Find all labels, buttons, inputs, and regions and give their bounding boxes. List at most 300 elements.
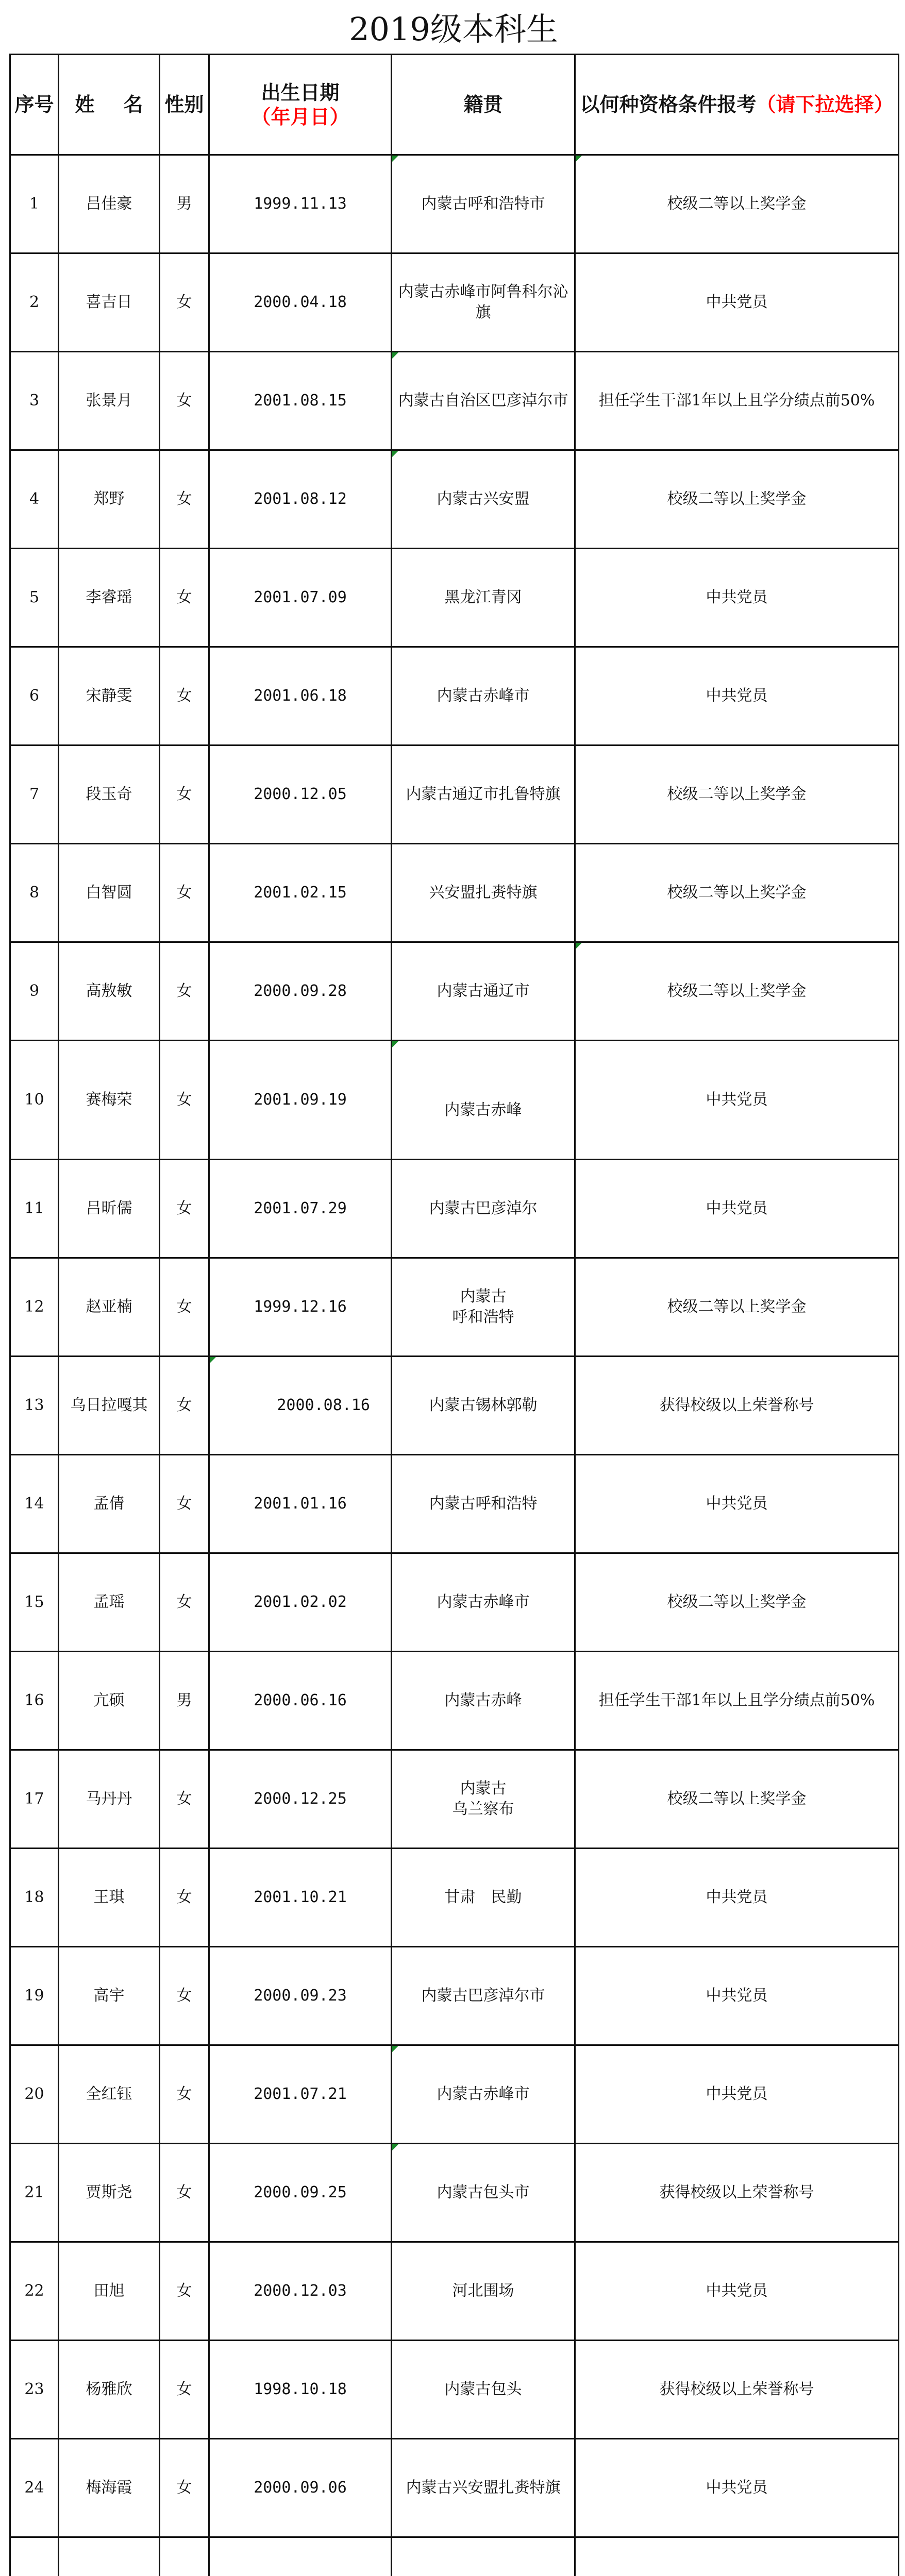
cell-index[interactable] — [10, 1750, 59, 1849]
cell-index-text: 13 — [24, 1396, 44, 1414]
cell-name-text: 宋静雯 — [86, 686, 132, 705]
cell-name[interactable] — [59, 1849, 160, 1947]
cell-origin[interactable] — [392, 844, 575, 942]
cell-gender[interactable] — [160, 1160, 209, 1258]
cell-qualification[interactable] — [575, 942, 899, 1041]
cell-name-text: 乌日拉嘎其 — [70, 1396, 148, 1414]
cell-index[interactable] — [10, 1041, 59, 1160]
table-row — [10, 1652, 899, 1750]
table-row — [10, 1041, 899, 1160]
cell-origin-text: 内蒙古赤峰 — [444, 1691, 522, 1709]
cell-index[interactable] — [10, 2341, 59, 2439]
cell-name-text: 高宇 — [93, 1986, 125, 2005]
cell-index-text: 8 — [29, 883, 40, 902]
table-row — [10, 844, 899, 942]
cell-origin[interactable] — [392, 1357, 575, 1455]
cell-gender-text: 女 — [176, 883, 192, 902]
cell-origin[interactable] — [392, 745, 575, 844]
cell-index[interactable] — [10, 1652, 59, 1750]
cell-birth-date[interactable] — [209, 2439, 392, 2537]
header-name-part1: 姓 — [75, 93, 95, 116]
cell-gender[interactable] — [160, 2439, 209, 2537]
cell-origin[interactable] — [392, 2045, 575, 2144]
cell-index[interactable] — [10, 2439, 59, 2537]
cell-index[interactable] — [10, 352, 59, 450]
cell-origin[interactable] — [392, 450, 575, 549]
cell-origin[interactable] — [392, 1455, 575, 1553]
cell-gender[interactable] — [160, 1553, 209, 1652]
cell-gender[interactable] — [160, 155, 209, 253]
cell-origin-text: 内蒙古 呼和浩特 — [452, 1287, 514, 1326]
cell-gender-text: 女 — [176, 1592, 192, 1611]
cell-name[interactable] — [59, 2144, 160, 2242]
header-gender[interactable]: 性别 — [160, 55, 209, 155]
cell-origin[interactable] — [392, 1041, 575, 1160]
cell-birth-date-text: 2001.01.16 — [254, 1494, 347, 1513]
cell-name-text: 赵亚楠 — [86, 1297, 132, 1316]
table-row — [10, 2439, 899, 2537]
cell-origin[interactable] — [392, 1160, 575, 1258]
cell-qualification[interactable] — [575, 844, 899, 942]
table-row — [10, 647, 899, 745]
table-row — [10, 352, 899, 450]
table-row — [10, 1258, 899, 1357]
cell-index-text: 7 — [29, 785, 40, 803]
cell-name-text: 张景月 — [86, 391, 132, 410]
cell-birth-date[interactable] — [209, 2341, 392, 2439]
cell-origin[interactable] — [392, 1849, 575, 1947]
cell-qualification[interactable] — [575, 745, 899, 844]
cell-birth-date[interactable] — [209, 1455, 392, 1553]
cell-birth-date[interactable] — [209, 1160, 392, 1258]
cell-gender-text: 女 — [176, 391, 192, 410]
cell-gender[interactable] — [160, 2242, 209, 2341]
cell-name[interactable] — [59, 1947, 160, 2045]
cell-origin[interactable] — [392, 155, 575, 253]
cell-name[interactable] — [59, 549, 160, 647]
roster-body — [10, 155, 899, 2576]
cell-origin-text: 内蒙古包头 — [444, 2380, 522, 2398]
cell-gender-text: 女 — [176, 2084, 192, 2103]
table-row — [10, 1357, 899, 1455]
cell-name-text: 马丹丹 — [86, 1789, 132, 1808]
cell-qualification-text: 获得校级以上荣誉称号 — [659, 2183, 814, 2201]
cell-birth-date[interactable] — [209, 155, 392, 253]
cell-qualification[interactable] — [575, 155, 899, 253]
cell-qualification-text: 校级二等以上奖学金 — [667, 1297, 807, 1316]
cell-index-text: 16 — [24, 1691, 44, 1709]
table-row — [10, 2045, 899, 2144]
cell-index[interactable] — [10, 1455, 59, 1553]
cell-index-text: 1 — [29, 194, 40, 213]
cell-birth-date-text: 2000.06.16 — [254, 1691, 347, 1709]
table-row — [10, 2537, 899, 2576]
cell-birth-date[interactable] — [209, 2144, 392, 2242]
cell-name-text: 吕昕儒 — [86, 1199, 132, 1217]
cell-qualification[interactable] — [575, 1947, 899, 2045]
cell-index[interactable] — [10, 253, 59, 352]
cell-birth-date[interactable] — [209, 1041, 392, 1160]
cell-birth-date[interactable] — [209, 1258, 392, 1357]
cell-gender[interactable] — [160, 745, 209, 844]
cell-name[interactable] — [59, 2439, 160, 2537]
cell-origin-text: 内蒙古通辽市 — [437, 981, 530, 1000]
cell-birth-date-text: 2000.08.16 — [277, 1396, 370, 1414]
cell-birth-date-text: 2000.12.05 — [254, 785, 347, 803]
cell-qualification[interactable] — [575, 352, 899, 450]
cell-gender-text: 女 — [176, 1090, 192, 1109]
cell-name[interactable] — [59, 1160, 160, 1258]
cell-gender-text: 女 — [176, 1789, 192, 1808]
header-birth-label: 出生日期 — [261, 80, 340, 104]
cell-gender[interactable] — [160, 2144, 209, 2242]
cell-birth-date-text: 2001.06.18 — [254, 686, 347, 705]
cell-birth-date-text: 2001.09.19 — [254, 1090, 347, 1109]
cell-birth-date[interactable] — [209, 2537, 392, 2576]
header-name-part2: 名 — [123, 93, 143, 116]
cell-birth-date-text: 2001.02.15 — [254, 883, 347, 902]
cell-name[interactable] — [59, 1652, 160, 1750]
cell-origin-text: 内蒙古呼和浩特 — [429, 1494, 538, 1513]
cell-gender[interactable] — [160, 549, 209, 647]
cell-index-text: 10 — [24, 1090, 44, 1109]
cell-gender[interactable] — [160, 352, 209, 450]
table-row — [10, 155, 899, 253]
cell-origin[interactable] — [392, 1553, 575, 1652]
cell-index-text: 20 — [24, 2084, 44, 2103]
cell-birth-date-text: 2000.09.28 — [254, 981, 347, 1000]
cell-index[interactable] — [10, 942, 59, 1041]
cell-index[interactable] — [10, 1357, 59, 1455]
cell-origin-text: 内蒙古兴安盟扎赉特旗 — [406, 2478, 561, 2497]
cell-gender[interactable] — [160, 1750, 209, 1849]
cell-gender-text: 女 — [176, 2183, 192, 2201]
cell-index[interactable] — [10, 155, 59, 253]
header-origin[interactable]: 籍贯 — [392, 55, 575, 155]
cell-qualification-text: 校级二等以上奖学金 — [667, 981, 807, 1000]
cell-index[interactable] — [10, 1947, 59, 2045]
cell-gender[interactable] — [160, 2341, 209, 2439]
cell-origin[interactable] — [392, 549, 575, 647]
cell-qualification[interactable] — [575, 1455, 899, 1553]
cell-gender-text: 女 — [176, 981, 192, 1000]
cell-name[interactable] — [59, 844, 160, 942]
cell-birth-date[interactable] — [209, 450, 392, 549]
cell-qualification[interactable] — [575, 647, 899, 745]
cell-origin[interactable] — [392, 2439, 575, 2537]
cell-index[interactable] — [10, 2537, 59, 2576]
cell-gender[interactable] — [160, 1258, 209, 1357]
cell-index[interactable] — [10, 1258, 59, 1357]
cell-gender[interactable] — [160, 647, 209, 745]
cell-qualification[interactable] — [575, 2144, 899, 2242]
cell-qualification[interactable] — [575, 1160, 899, 1258]
student-roster-table — [9, 54, 899, 2576]
cell-birth-date[interactable] — [209, 1357, 392, 1455]
cell-qualification[interactable] — [575, 549, 899, 647]
cell-birth-date-text: 1999.12.16 — [254, 1297, 347, 1316]
cell-birth-date[interactable] — [209, 1652, 392, 1750]
cell-origin-text: 内蒙古包头市 — [437, 2183, 530, 2201]
cell-qualification-text: 中共党员 — [706, 1090, 768, 1109]
cell-qualification-text: 校级二等以上奖学金 — [667, 785, 807, 803]
cell-gender[interactable] — [160, 1041, 209, 1160]
cell-name[interactable] — [59, 253, 160, 352]
cell-gender-text: 女 — [176, 2281, 192, 2300]
cell-name[interactable] — [59, 2045, 160, 2144]
cell-gender-text: 女 — [176, 1494, 192, 1513]
cell-index[interactable] — [10, 745, 59, 844]
cell-gender[interactable] — [160, 844, 209, 942]
cell-origin[interactable] — [392, 2144, 575, 2242]
cell-origin-text: 内蒙古赤峰市 — [437, 1592, 530, 1611]
cell-origin-text: 内蒙古巴彦淖尔市 — [421, 1986, 545, 2005]
cell-birth-date[interactable] — [209, 647, 392, 745]
cell-gender-text: 女 — [176, 2478, 192, 2497]
cell-gender-text: 女 — [176, 1396, 192, 1414]
cell-index[interactable] — [10, 2242, 59, 2341]
cell-qualification[interactable] — [575, 1357, 899, 1455]
cell-birth-date[interactable] — [209, 745, 392, 844]
cell-index[interactable] — [10, 647, 59, 745]
cell-name[interactable] — [59, 1455, 160, 1553]
cell-index-text: 12 — [24, 1297, 44, 1316]
cell-index[interactable] — [10, 2045, 59, 2144]
cell-origin-text: 内蒙古兴安盟 — [437, 489, 530, 508]
cell-birth-date-text: 2000.09.23 — [254, 1986, 347, 2005]
cell-name[interactable] — [59, 450, 160, 549]
cell-qualification[interactable] — [575, 1750, 899, 1849]
cell-qualification[interactable] — [575, 1258, 899, 1357]
cell-origin[interactable] — [392, 1750, 575, 1849]
table-row — [10, 1750, 899, 1849]
cell-qualification[interactable] — [575, 2537, 899, 2576]
cell-name-text: 杨雅欣 — [86, 2380, 132, 2398]
cell-gender[interactable] — [160, 2537, 209, 2576]
cell-birth-date[interactable] — [209, 2045, 392, 2144]
cell-birth-date-text: 2001.10.21 — [254, 1888, 347, 1906]
cell-name-text: 田旭 — [93, 2281, 125, 2300]
cell-name[interactable] — [59, 2242, 160, 2341]
cell-index-text: 4 — [29, 489, 40, 508]
cell-index-text: 15 — [24, 1592, 44, 1611]
cell-birth-date[interactable] — [209, 942, 392, 1041]
cell-origin-text: 兴安盟扎赉特旗 — [429, 883, 538, 902]
cell-gender[interactable] — [160, 1455, 209, 1553]
cell-gender-text: 男 — [176, 1691, 192, 1709]
cell-index-text: 9 — [29, 981, 40, 1000]
cell-index[interactable] — [10, 450, 59, 549]
header-name[interactable] — [59, 55, 160, 155]
cell-origin-text: 内蒙古呼和浩特市 — [421, 194, 545, 213]
cell-validation-marker — [576, 943, 582, 949]
cell-birth-date-text: 2000.04.18 — [254, 293, 347, 311]
cell-birth-date[interactable] — [209, 1849, 392, 1947]
header-qualification-label: 以何种资格条件报考 — [580, 93, 757, 116]
cell-birth-date[interactable] — [209, 1553, 392, 1652]
cell-name[interactable] — [59, 1258, 160, 1357]
cell-validation-marker — [392, 451, 398, 457]
table-row — [10, 549, 899, 647]
cell-birth-date[interactable] — [209, 549, 392, 647]
cell-name[interactable] — [59, 1041, 160, 1160]
table-row — [10, 2144, 899, 2242]
cell-birth-date[interactable] — [209, 253, 392, 352]
cell-index-text: 24 — [24, 2478, 44, 2497]
cell-name[interactable] — [59, 1357, 160, 1455]
cell-name[interactable] — [59, 942, 160, 1041]
cell-name[interactable] — [59, 647, 160, 745]
cell-validation-marker — [392, 2144, 398, 2150]
cell-origin[interactable] — [392, 1652, 575, 1750]
cell-name-text: 王琪 — [93, 1888, 125, 1906]
cell-birth-date[interactable] — [209, 1750, 392, 1849]
cell-index-text: 2 — [29, 293, 40, 311]
cell-birth-date-text: 2000.12.25 — [254, 1789, 347, 1808]
cell-birth-date[interactable] — [209, 2242, 392, 2341]
cell-origin[interactable] — [392, 647, 575, 745]
sheet-title: 2019级本科生 — [349, 10, 558, 48]
cell-qualification[interactable] — [575, 1652, 899, 1750]
cell-qualification-text: 中共党员 — [706, 2281, 768, 2300]
cell-gender-text: 女 — [176, 2380, 192, 2398]
cell-origin[interactable] — [392, 1947, 575, 2045]
cell-qualification[interactable] — [575, 1553, 899, 1652]
cell-origin-text: 甘肃 民勤 — [444, 1888, 522, 1906]
cell-name[interactable] — [59, 1750, 160, 1849]
cell-index[interactable] — [10, 1849, 59, 1947]
table-row — [10, 2341, 899, 2439]
cell-name-text: 喜吉日 — [86, 293, 132, 311]
cell-qualification-text: 获得校级以上荣誉称号 — [659, 2380, 814, 2398]
cell-name-text: 赛梅荣 — [86, 1090, 132, 1109]
cell-index-text: 19 — [24, 1986, 44, 2005]
cell-name[interactable] — [59, 155, 160, 253]
cell-qualification[interactable] — [575, 1041, 899, 1160]
cell-qualification[interactable] — [575, 2341, 899, 2439]
cell-validation-marker — [392, 156, 398, 162]
cell-qualification[interactable] — [575, 2439, 899, 2537]
cell-origin[interactable] — [392, 942, 575, 1041]
cell-origin[interactable] — [392, 352, 575, 450]
cell-gender[interactable] — [160, 942, 209, 1041]
cell-birth-date-text: 1998.10.18 — [254, 2380, 347, 2398]
cell-validation-marker — [392, 352, 398, 359]
cell-name-text: 李睿瑶 — [86, 588, 132, 606]
cell-origin-text: 内蒙古巴彦淖尔 — [429, 1199, 538, 1217]
cell-index-text: 5 — [29, 588, 40, 606]
cell-qualification-text: 中共党员 — [706, 293, 768, 311]
cell-gender[interactable] — [160, 253, 209, 352]
cell-gender-text: 女 — [176, 489, 192, 508]
cell-birth-date-text: 2001.08.12 — [254, 489, 347, 508]
cell-birth-date-text: 2001.07.09 — [254, 588, 347, 606]
cell-origin[interactable] — [392, 2242, 575, 2341]
cell-index[interactable] — [10, 1160, 59, 1258]
cell-qualification-text: 校级二等以上奖学金 — [667, 1592, 807, 1611]
cell-gender[interactable] — [160, 1357, 209, 1455]
cell-index[interactable] — [10, 549, 59, 647]
cell-qualification-text: 中共党员 — [706, 1986, 768, 2005]
cell-qualification-text: 校级二等以上奖学金 — [667, 883, 807, 902]
cell-origin[interactable] — [392, 2341, 575, 2439]
cell-name-text: 亢硕 — [93, 1691, 125, 1709]
cell-qualification[interactable] — [575, 2242, 899, 2341]
header-index[interactable]: 序号 — [10, 55, 59, 155]
cell-index[interactable] — [10, 2144, 59, 2242]
cell-validation-marker — [392, 1041, 398, 1047]
cell-gender[interactable] — [160, 1947, 209, 2045]
cell-name[interactable] — [59, 745, 160, 844]
cell-index-text: 6 — [29, 686, 40, 705]
cell-name[interactable] — [59, 1553, 160, 1652]
table-row — [10, 1947, 899, 2045]
cell-birth-date[interactable] — [209, 844, 392, 942]
cell-birth-date-text: 2001.07.21 — [254, 2084, 347, 2103]
header-birth-date[interactable] — [209, 55, 392, 155]
cell-validation-marker — [210, 1357, 216, 1363]
cell-name[interactable] — [59, 2341, 160, 2439]
table-row — [10, 745, 899, 844]
cell-name-text: 孟瑶 — [93, 1592, 125, 1611]
cell-origin[interactable] — [392, 2537, 575, 2576]
table-row — [10, 1553, 899, 1652]
table-row — [10, 253, 899, 352]
cell-birth-date-text: 2001.08.15 — [254, 391, 347, 410]
cell-gender-text: 女 — [176, 293, 192, 311]
cell-qualification-text: 中共党员 — [706, 686, 768, 705]
cell-qualification-text: 中共党员 — [706, 588, 768, 606]
table-row — [10, 1455, 899, 1553]
cell-name-text: 全红钰 — [86, 2084, 132, 2103]
cell-index-text: 21 — [24, 2183, 44, 2201]
cell-name-text: 孟倩 — [93, 1494, 125, 1513]
cell-index[interactable] — [10, 1553, 59, 1652]
cell-origin[interactable] — [392, 253, 575, 352]
cell-birth-date-text: 2000.09.25 — [254, 2183, 347, 2201]
cell-name-text: 吕佳豪 — [86, 194, 132, 213]
table-row — [10, 1160, 899, 1258]
cell-qualification-text: 中共党员 — [706, 1494, 768, 1513]
cell-gender[interactable] — [160, 2045, 209, 2144]
cell-index-text: 18 — [24, 1888, 44, 1906]
cell-origin-text: 河北围场 — [452, 2281, 514, 2300]
header-qualification[interactable] — [575, 55, 899, 155]
cell-gender[interactable] — [160, 450, 209, 549]
cell-origin-text: 内蒙古赤峰 — [444, 1100, 522, 1119]
cell-qualification[interactable] — [575, 450, 899, 549]
cell-gender[interactable] — [160, 1652, 209, 1750]
cell-name[interactable] — [59, 352, 160, 450]
cell-origin-text: 内蒙古锡林郭勒 — [429, 1396, 538, 1414]
cell-qualification-text: 中共党员 — [706, 1199, 768, 1217]
cell-qualification[interactable] — [575, 2045, 899, 2144]
cell-name-text: 贾斯尧 — [86, 2183, 132, 2201]
cell-birth-date[interactable] — [209, 1947, 392, 2045]
cell-qualification[interactable] — [575, 253, 899, 352]
header-qualification-hint: （请下拉选择） — [756, 93, 894, 116]
cell-index[interactable] — [10, 844, 59, 942]
cell-birth-date-text: 2001.07.29 — [254, 1199, 347, 1217]
cell-qualification[interactable] — [575, 1849, 899, 1947]
cell-origin[interactable] — [392, 1258, 575, 1357]
cell-birth-date[interactable] — [209, 352, 392, 450]
cell-index-text: 17 — [24, 1789, 44, 1808]
cell-name[interactable] — [59, 2537, 160, 2576]
cell-origin-text: 内蒙古自治区巴彦淖尔市 — [398, 391, 568, 410]
cell-qualification-text: 中共党员 — [706, 2084, 768, 2103]
cell-gender[interactable] — [160, 1849, 209, 1947]
